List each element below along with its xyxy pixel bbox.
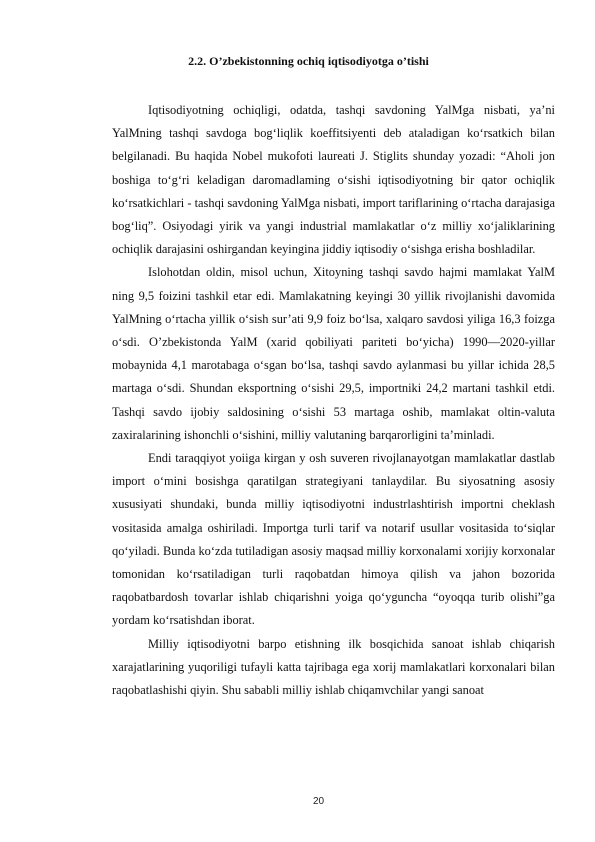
- body-text: [112, 99, 555, 702]
- paragraph-1: Iqtisodiyotning ochiqligi, odatda, tashqi savdoning YalMga nisbati, ya’ni YalMning tashqi savdoga bog‘liqlik koeffitsiyenti deb ataladigan ko‘rsatkich bilan belgilanadi. Bu haqida Nobel mukofoti laureati J. Stiglits shunday yozadi: “Aholi jon boshiga to‘g‘ri keladigan daromadlaming o‘sishi iqtisodiyotning bir qator ochiqlik ko‘rsatkichlari - tashqi savdoning YalMga nisbati, import tariflarining o‘rtacha darajasiga bog‘liq”. Osiyodagi yirik va yangi industrial mamlakatlar o‘z milliy xo‘jaliklarining ochiqlik darajasini oshirgandan keyingina jiddiy iqtisodiy o‘sishga erisha boshladilar.: [112, 103, 555, 257]
- paragraph-2: Islohotdan oldin, misol uchun, Xitoyning tashqi savdo hajmi mamlakat YalM ning 9,5 foizini tashkil etar edi. Mamlakatning keyingi 30 yillik rivojlanishi davomida YalMning o‘rtacha yillik o‘sish sur’ati 9,9 foiz bo‘lsa, xalqaro savdosi yiliga 16,3 foizga o‘sdi. O’zbekistonda YalM (xarid qobiliyati pariteti bo‘yicha) 1990—2020-yillar mobaynida 4,1 marotabaga o‘sgan bo‘lsa, tashqi savdo aylanmasi bu yillar ichida 28,5 martaga o‘sdi. Shundan eksportning o‘sishi 29,5, importniki 24,2 martani tashkil etdi. Tashqi savdo ijobiy saldosining o‘sishi 53 martaga oshib, mamlakat oltin-valuta zaxiralarining ishonchli o‘sishini, milliy valutaning barqarorligini ta’minladi.: [112, 265, 555, 442]
- page-number: 20: [312, 796, 325, 807]
- section-heading: 2.2. O’zbekistonning ochiq iqtisodiyotga o’tishi: [188, 54, 429, 68]
- paragraph-3: Endi taraqqiyot yoiiga kirgan y osh suveren rivojlanayotgan mamlakatlar dastlab import o‘mini bosishga qaratilgan strategiyani tanlaydilar. Bu siyosatning asosiy xususiyati shundaki, bunda milliy iqtisodiyotni industrlashtirish importni cheklash vositasida amalga oshiriladi. Importga turli tarif va notarif usullar vositasida to‘siqlar qo‘yiladi. Bunda ko‘zda tutiladigan asosiy maqsad milliy korxonalami xorijiy korxonalar tomonidan ko‘rsatiladigan turli raqobatdan himoya qilish va jahon bozorida raqobatbardosh tovarlar ishlab chiqarishni yoiga qo‘yguncha “oyoqqa turib olishi”ga yordam ko‘rsatishdan iborat.: [112, 451, 555, 628]
- paragraph-4: Milliy iqtisodiyotni barpo etishning ilk bosqichida sanoat ishlab chiqarish xarajatlarining yuqoriligi tufayli katta tajribaga ega xorij mamlakatlari korxonalari bilan raqobatlashishi qiyin. Shu sababli milliy ishlab chiqamvchilar yangi sanoat: [112, 636, 555, 698]
